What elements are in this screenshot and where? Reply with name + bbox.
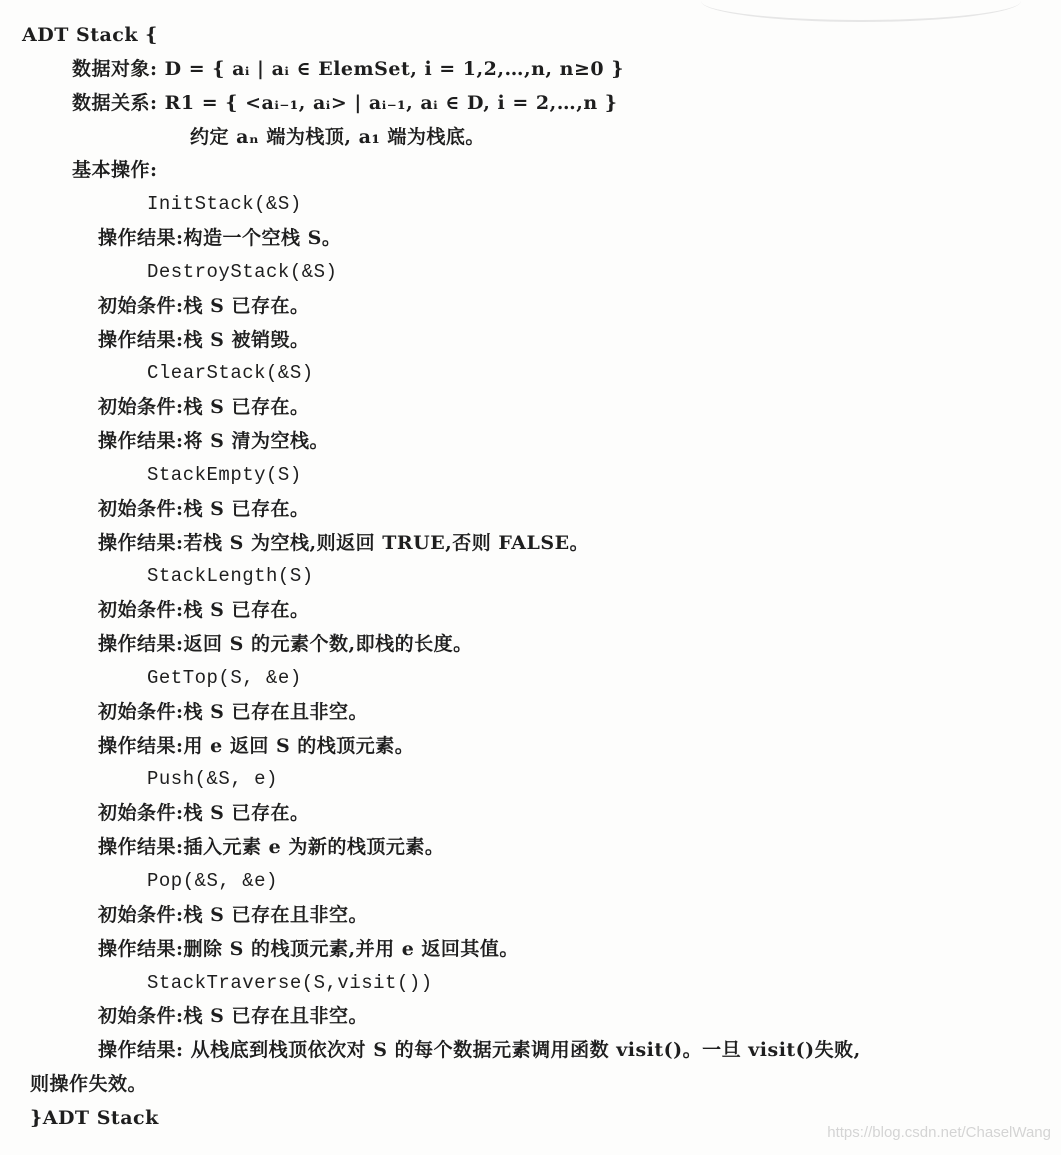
text-line: 操作结果:若栈 S 为空栈,则返回 TRUE,否则 FALSE。	[98, 531, 590, 554]
operation-signature: ClearStack(&S)	[147, 362, 314, 385]
text-line: 基本操作:	[72, 159, 158, 182]
text-line: 操作结果:删除 S 的栈顶元素,并用 e 返回其值。	[98, 937, 519, 960]
operation-signature: StackEmpty(S)	[147, 463, 302, 486]
operation-signature: StackTraverse(S,visit())	[147, 971, 433, 994]
operation-signature: Pop(&S, &e)	[147, 870, 278, 892]
text-line: 初始条件:栈 S 已存在。	[98, 599, 310, 622]
text-line: 则操作失效。	[30, 1073, 148, 1096]
operation-signature: DestroyStack(&S)	[147, 260, 338, 283]
text-line: ADT Stack {	[22, 24, 158, 46]
text-line: 初始条件:栈 S 已存在且非空。	[98, 1005, 368, 1028]
text-line: 初始条件:栈 S 已存在。	[98, 294, 310, 317]
text-line: 初始条件:栈 S 已存在且非空。	[98, 903, 368, 926]
text-line: 操作结果:构造一个空栈 S。	[98, 227, 342, 250]
text-line: 数据关系: R1 = { <aᵢ₋₁, aᵢ> | aᵢ₋₁, aᵢ ∈ D, i = 2,…,n }	[72, 91, 618, 114]
operation-signature: InitStack(&S)	[147, 193, 302, 216]
text-line: 初始条件:栈 S 已存在且非空。	[98, 700, 368, 723]
text-line: 操作结果:将 S 清为空栈。	[98, 430, 329, 453]
operation-signature: Push(&S, e)	[147, 768, 278, 791]
text-line: 初始条件:栈 S 已存在。	[98, 396, 310, 419]
text-line: 约定 aₙ 端为栈顶, a₁ 端为栈底。	[190, 125, 485, 148]
scan-artifact-curve	[701, 0, 1021, 22]
watermark: https://blog.csdn.net/ChaselWang	[827, 1124, 1051, 1141]
text-line: 操作结果:用 e 返回 S 的栈顶元素。	[98, 734, 415, 757]
text-line: 操作结果:返回 S 的元素个数,即栈的长度。	[98, 633, 473, 656]
text-line: 操作结果:栈 S 被销毁。	[98, 328, 310, 351]
text-line: 初始条件:栈 S 已存在。	[98, 802, 310, 825]
text-line: 操作结果: 从栈底到栈顶依次对 S 的每个数据元素调用函数 visit()。一旦 visit()失败,	[98, 1039, 861, 1062]
text-line: 初始条件:栈 S 已存在。	[98, 497, 310, 520]
operation-signature: StackLength(S)	[147, 565, 314, 588]
text-line: 操作结果:插入元素 e 为新的栈顶元素。	[98, 836, 445, 859]
text-line: 数据对象: D = { aᵢ | aᵢ ∈ ElemSet, i = 1,2,…,n, n≥0 }	[72, 57, 624, 80]
operation-signature: GetTop(S, &e)	[147, 666, 302, 689]
text-line: }ADT Stack	[30, 1106, 159, 1129]
